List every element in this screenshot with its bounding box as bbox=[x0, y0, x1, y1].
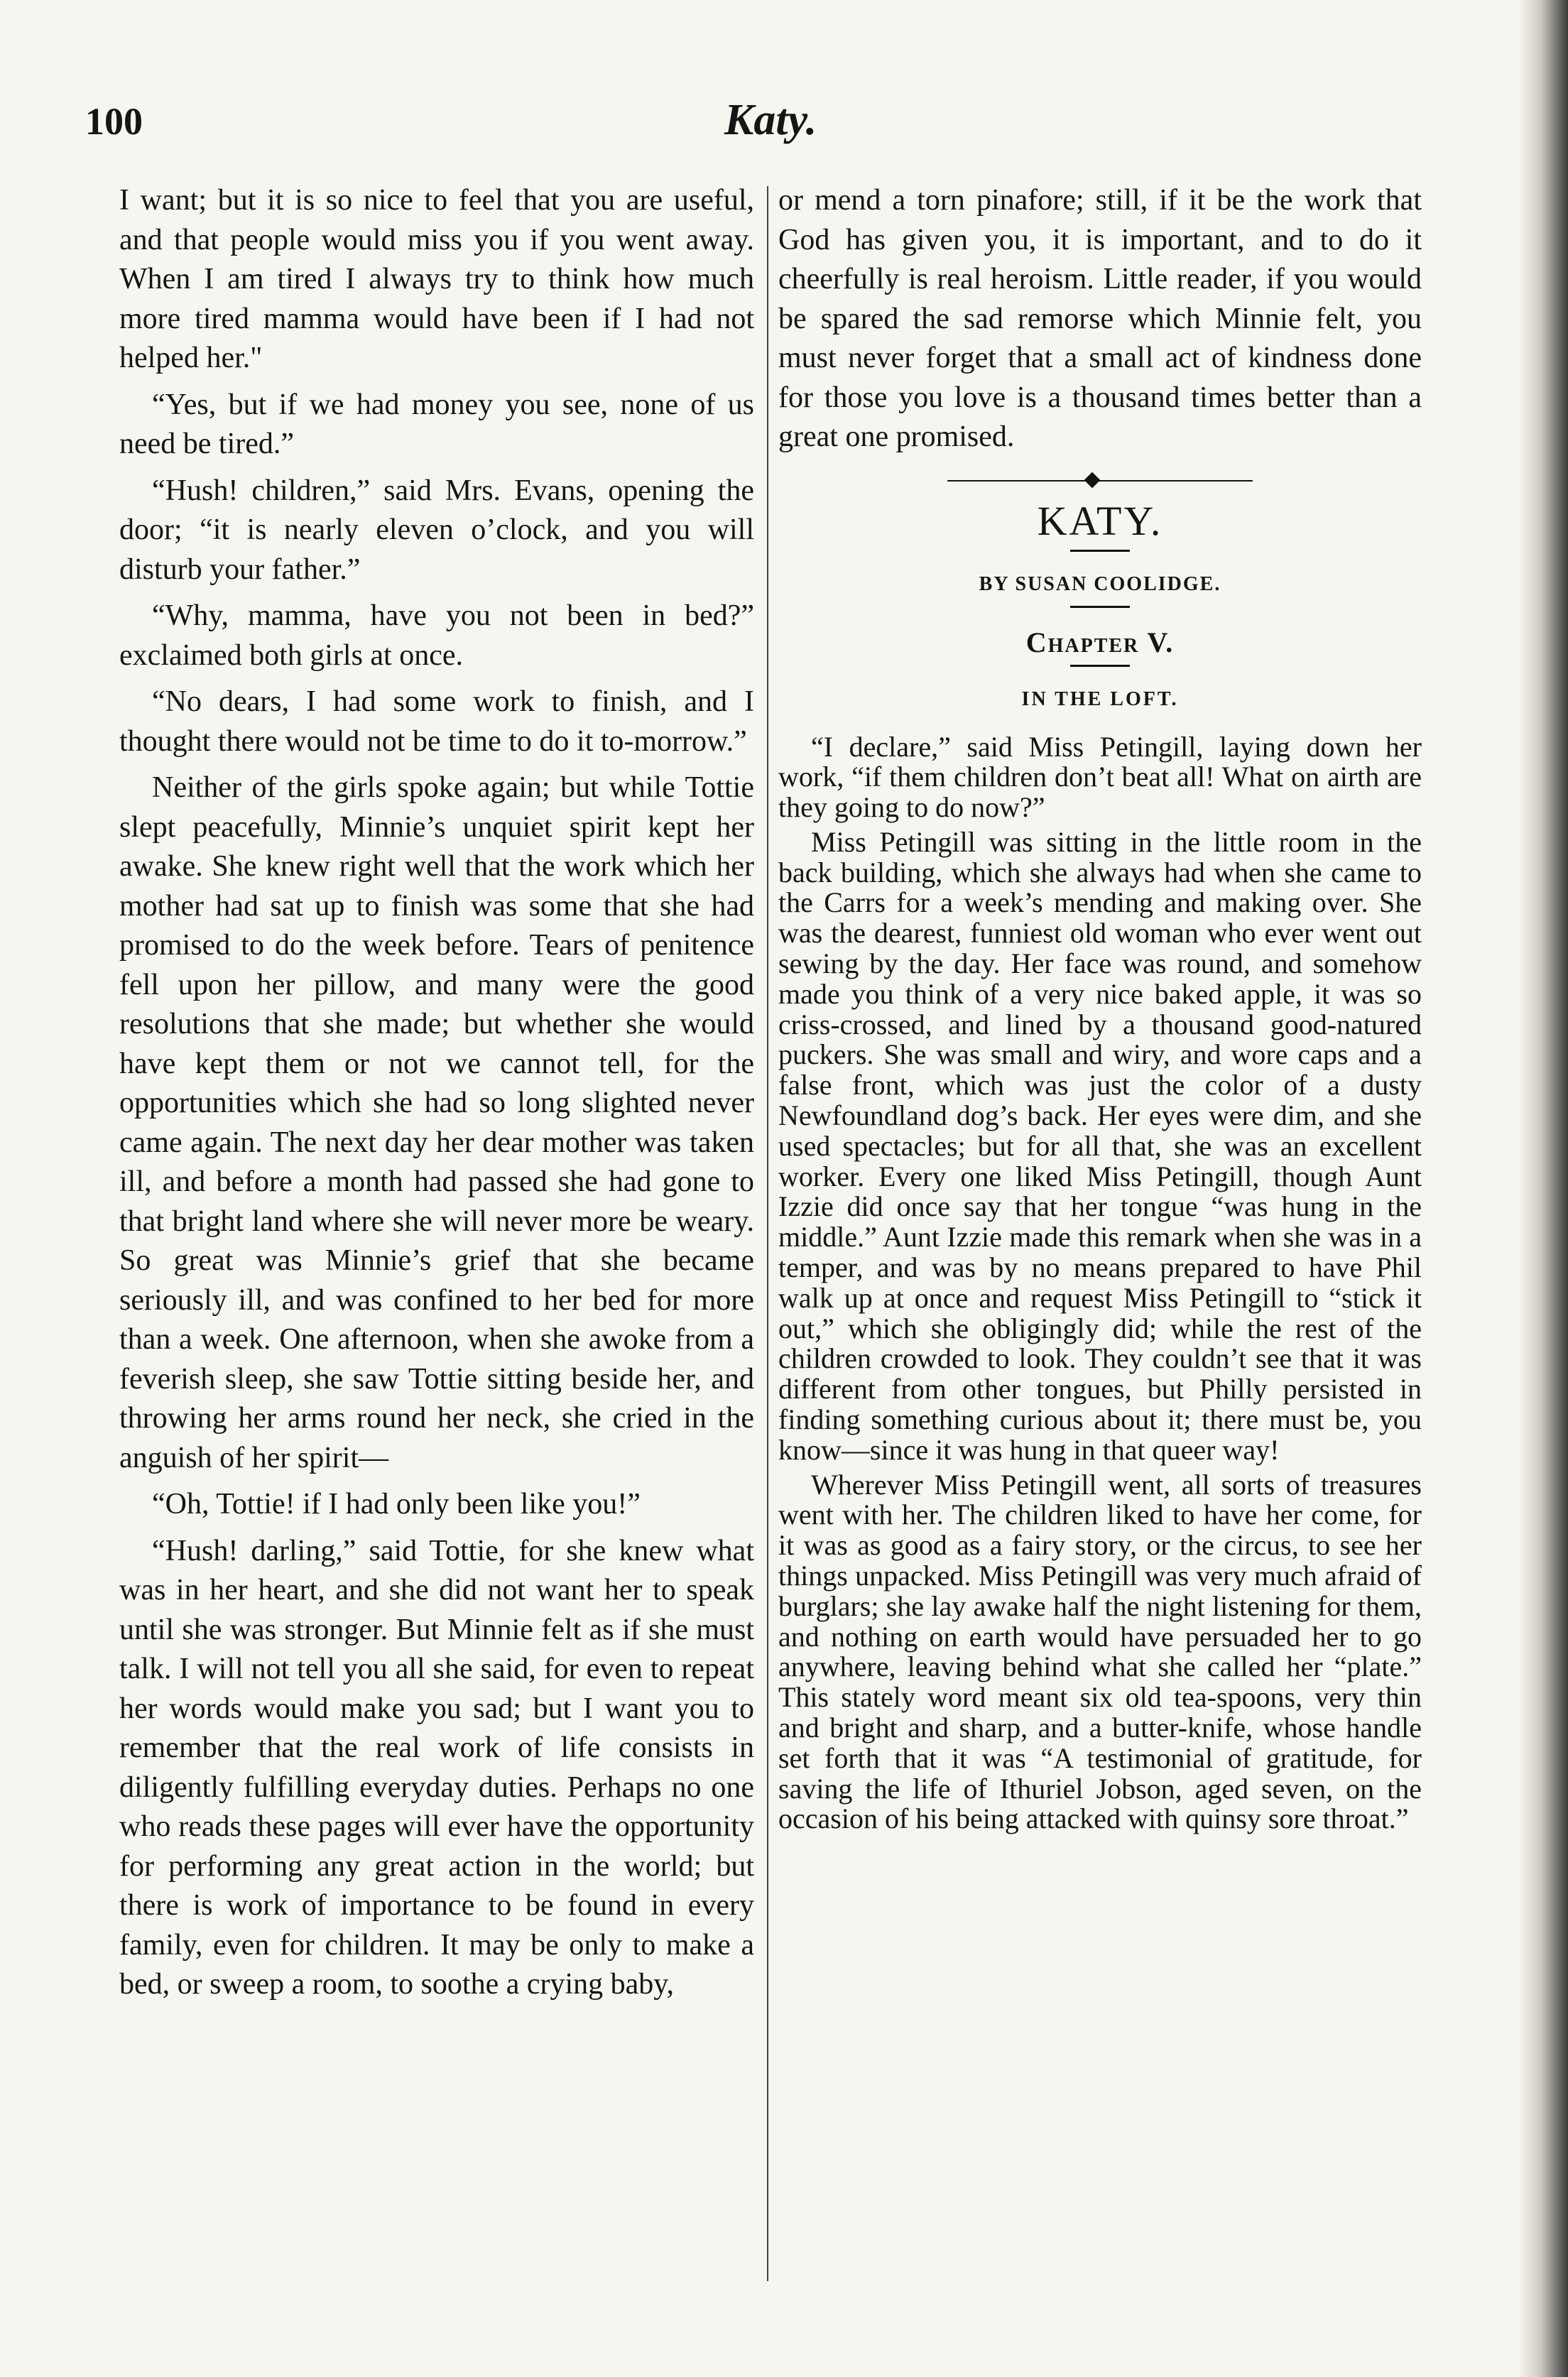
story-title: KATY. bbox=[1037, 497, 1163, 544]
paragraph: Neither of the girls spoke again; but while Tottie slept peacefully, Minnie’s unquiet spirit kept her awake. She knew right well that the work which her mother had sat up to finish was some that she had promised to do the week before. Tears of penitence fell upon her pillow, and many were the good resolutions that she made; but whether she would have kept them or not we cannot tell, for the opportunities which she had so long slighted never came again. The next day her dear mother was taken ill, and before a month had passed she had gone to that bright land where she will never more be weary. So great was Minnie’s grief that she became seriously ill, and was confined to her bed for more than a week. One afternoon, when she awoke from a feverish sleep, she saw Tottie sitting beside her, and throwing her arms round her neck, she cried in the anguish of her spirit— bbox=[119, 771, 754, 1474]
continuation-paragraph: or mend a torn pinafore; still, if it be the work that God has given you, it is important, and to do it cheerfully is real heroism. Little reader, if you would be spared the sad remorse which Minnie felt, you must never forget that a small act of kindness done for those you love is a thousand times better than a great one promised. bbox=[778, 184, 1422, 453]
left-column bbox=[119, 181, 754, 2012]
paragraph: “I declare,” said Miss Petingill, laying down her work, “if them children don’t beat all! What on airth are they going to do now?” bbox=[778, 730, 1422, 824]
paragraph: “Why, mamma, have you not been in bed?” exclaimed both girls at once. bbox=[119, 599, 754, 672]
chapter-rule bbox=[1070, 665, 1130, 667]
story-author: BY SUSAN COOLIDGE. bbox=[979, 572, 1221, 595]
page-edge-shadow bbox=[1518, 0, 1568, 2377]
paragraph: Wherever Miss Petingill went, all sorts of treasures went with her. The children liked to have her come, for it was as good as a fairy story, or the circus, to see her things unpacked. Miss Petingill was very much afraid of burglars; she lay awake half the night listening for them, and nothing on earth would have persuaded her to go anywhere, leaving behind what she called her “plate.” This stately word meant six old tea-spoons, very thin and bright and sharp, and a butter-knife, whose handle set forth that it was “A testimonial of gratitude, for saving the life of Ithuriel Jobson, aged seven, on the occasion of his being attacked with quinsy sore throat.” bbox=[778, 1468, 1422, 1835]
running-title: Katy. bbox=[724, 96, 817, 144]
story-text bbox=[778, 732, 1422, 1835]
title-rule bbox=[1070, 550, 1130, 552]
author-rule bbox=[1070, 606, 1130, 608]
paragraph: Miss Petingill was sitting in the little room in the back building, which she always had when she came to the Carrs for a week’s mending and making over. She was the dearest, funniest old woman who ever went out sewing by the day. Her face was round, and somehow made you think of a very nice baked apple, it was so criss-crossed, and lined by a thousand good-natured puckers. She was small and wiry, and wore caps and a false front, which was just the color of a dusty Newfoundland dog’s back. Her eyes were dim, and she used spectacles; but for all that, she was an excellent worker. Every one liked Miss Petingill, though Aunt Izzie did once say that her tongue “was hung in the middle.” Aunt Izzie made this remark when she was in a temper, and was by no means prepared to have Phil walk up at once and request Miss Petingill to “stick it out,” which she obligingly did; while the rest of the children crowded to look. They couldn’t see that it was different from other tongues, but Philly persisted in finding something curious about it; there must be, you know—since it was hung in that queer way! bbox=[778, 825, 1422, 1466]
ornamental-divider bbox=[947, 479, 1253, 483]
page-number: 100 bbox=[85, 100, 143, 143]
paragraph: I want; but it is so nice to feel that you are useful, and that people would miss you if you went away. When I am tired I always try to think how much more tired mamma would have been if I had not helped her." bbox=[119, 184, 754, 374]
right-column bbox=[778, 181, 1422, 1839]
paragraph: “Hush! children,” said Mrs. Evans, opening the door; “it is nearly eleven o’clock, and you will disturb your father.” bbox=[119, 474, 754, 586]
page-header bbox=[85, 96, 1534, 163]
chapter-title: IN THE LOFT. bbox=[1021, 687, 1179, 710]
chapter-heading: Chapter V. bbox=[1025, 626, 1175, 658]
paragraph: “No dears, I had some work to finish, and I thought there would not be time to do it to-morrow.” bbox=[119, 685, 754, 758]
column-divider bbox=[767, 186, 768, 2281]
paragraph: “Hush! darling,” said Tottie, for she knew what was in her heart, and she did not want her to speak until she was stronger. But Minnie felt as if she must talk. I will not tell you all she said, for even to repeat her words would make you sad; but I want you to remember that the real work of life consists in diligently fulfilling everyday duties. Perhaps no one who reads these pages will ever have the opportunity for performing any great action in the world; but there is work of importance to be found in every family, even for children. It may be only to make a bed, or sweep a room, to soothe a crying baby, bbox=[119, 1534, 754, 2001]
paragraph: “Yes, but if we had money you see, none of us need be tired.” bbox=[119, 388, 754, 460]
paragraph: “Oh, Tottie! if I had only been like you!” bbox=[152, 1488, 641, 1521]
